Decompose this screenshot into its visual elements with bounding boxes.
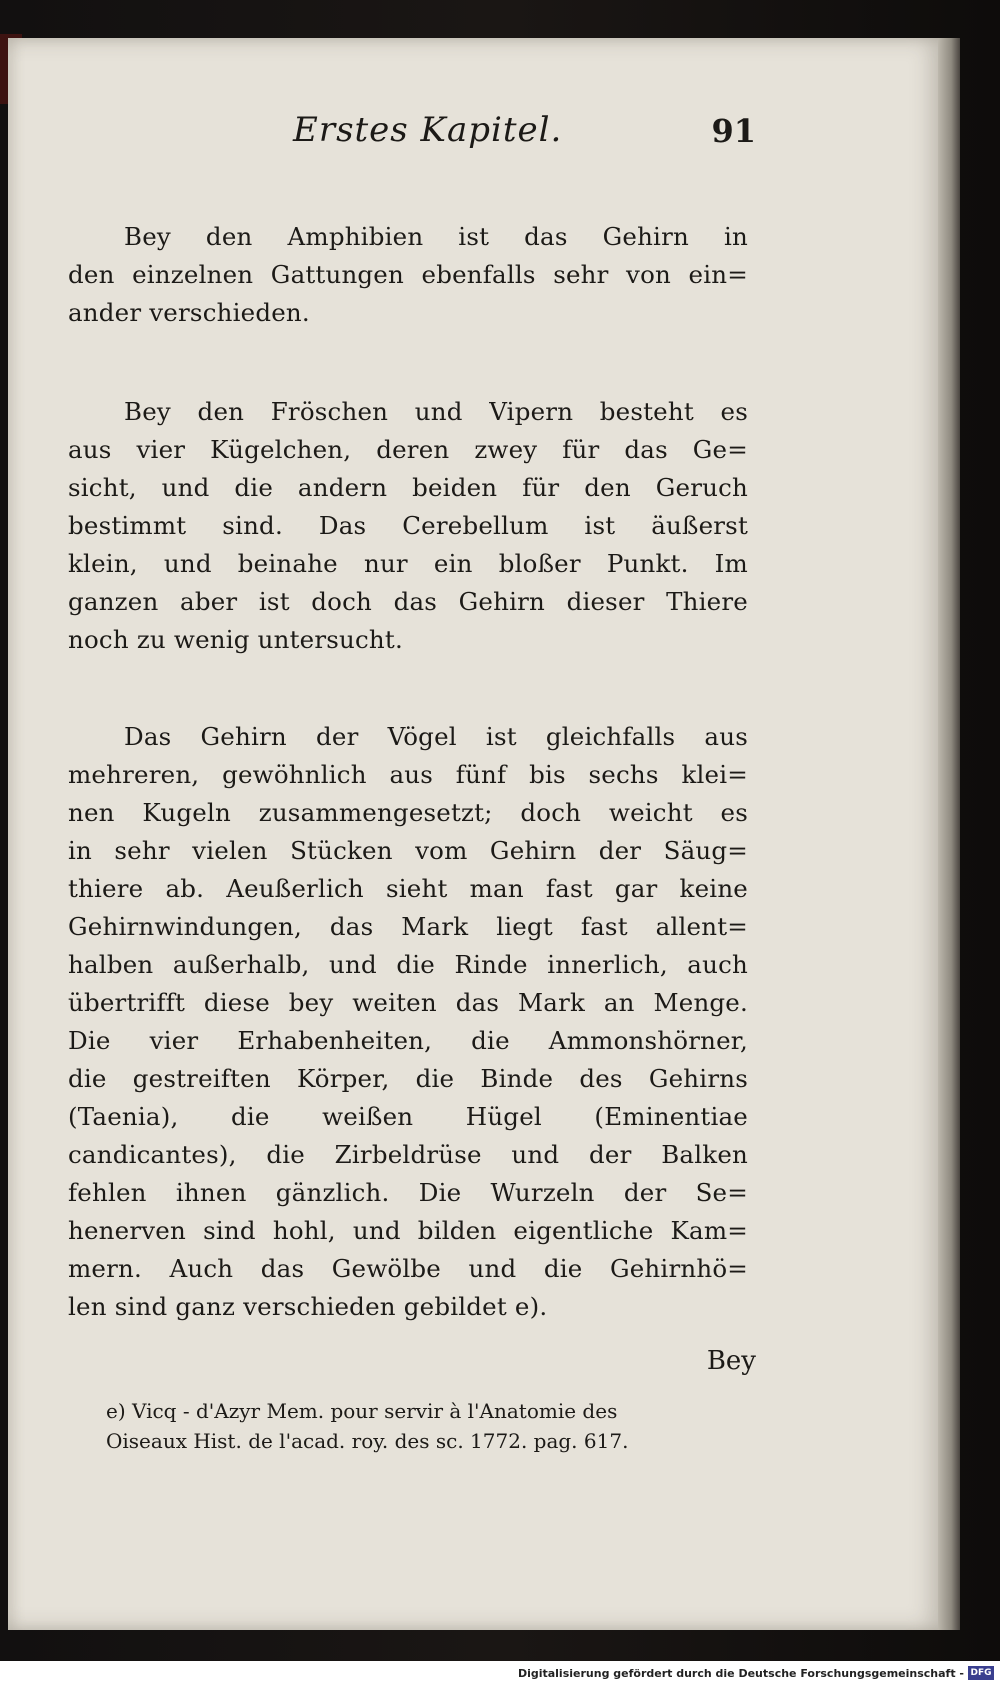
text-line: candicantes), die Zirbeldrüse und der Balken — [68, 1140, 748, 1169]
running-title: Erstes Kapitel. — [293, 110, 563, 150]
text-line: Die vier Erhabenheiten, die Ammonshörner, — [68, 1026, 748, 1055]
text-line: aus vier Kügelchen, deren zwey für das Ge= — [68, 435, 748, 464]
footer-credit: Digitalisierung gefördert durch die Deutsche Forschungsgemeinschaft - — [517, 1667, 964, 1680]
text-line: henerven sind hohl, und bilden eigentliche Kam= — [68, 1216, 748, 1245]
page-number: 91 — [711, 112, 756, 150]
dfg-logo-icon: DFG — [968, 1666, 994, 1680]
text-line: fehlen ihnen gänzlich. Die Wurzeln der Se= — [68, 1178, 748, 1207]
text-line: halben außerhalb, und die Rinde innerlich, auch — [68, 950, 748, 979]
text-line: Gehirnwindungen, das Mark liegt fast allent= — [68, 912, 748, 941]
text-line: übertrifft diese bey weiten das Mark an Menge. — [68, 988, 748, 1017]
text-line: in sehr vielen Stücken vom Gehirn der Säug= — [68, 836, 748, 865]
footer-bar — [0, 1661, 1000, 1683]
text-line: noch zu wenig untersucht. — [68, 625, 403, 654]
footnote — [106, 1396, 756, 1456]
text-line: (Taenia), die weißen Hügel (Eminentiae — [68, 1102, 748, 1131]
text-line: ganzen aber ist doch das Gehirn dieser Thiere — [68, 587, 748, 616]
catchword: Bey — [706, 1346, 756, 1376]
paragraph-frogs-vipers — [68, 393, 748, 659]
footnote-line: e) Vicq - d'Azyr Mem. pour servir à l'Anatomie des — [106, 1399, 618, 1423]
text-line: mehreren, gewöhnlich aus fünf bis sechs klei= — [68, 760, 748, 789]
page-header — [68, 110, 756, 160]
text-line: bestimmt sind. Das Cerebellum ist äußerst — [68, 511, 748, 540]
text-line: Bey den Fröschen und Vipern besteht es — [124, 397, 748, 426]
book-page — [8, 38, 946, 1630]
text-line: ander verschieden. — [68, 298, 310, 327]
paragraph-birds — [68, 718, 748, 1326]
text-line: die gestreiften Körper, die Binde des Gehirns — [68, 1064, 748, 1093]
text-line: mern. Auch das Gewölbe und die Gehirnhö= — [68, 1254, 748, 1283]
text-line: sicht, und die andern beiden für den Geruch — [68, 473, 748, 502]
text-line: thiere ab. Aeußerlich sieht man fast gar keine — [68, 874, 748, 903]
text-line: Das Gehirn der Vögel ist gleichfalls aus — [124, 722, 748, 751]
text-line: nen Kugeln zusammengesetzt; doch weicht es — [68, 798, 748, 827]
paragraph-amphibians — [68, 218, 748, 332]
text-line: Bey den Amphibien ist das Gehirn in — [124, 222, 748, 251]
text-line: klein, und beinahe nur ein bloßer Punkt. Im — [68, 549, 748, 578]
text-line: len sind ganz verschieden gebildet e). — [68, 1292, 548, 1321]
text-line: den einzelnen Gattungen ebenfalls sehr von ein= — [68, 260, 748, 289]
footnote-line: Oiseaux Hist. de l'acad. roy. des sc. 1772. pag. 617. — [106, 1429, 629, 1453]
